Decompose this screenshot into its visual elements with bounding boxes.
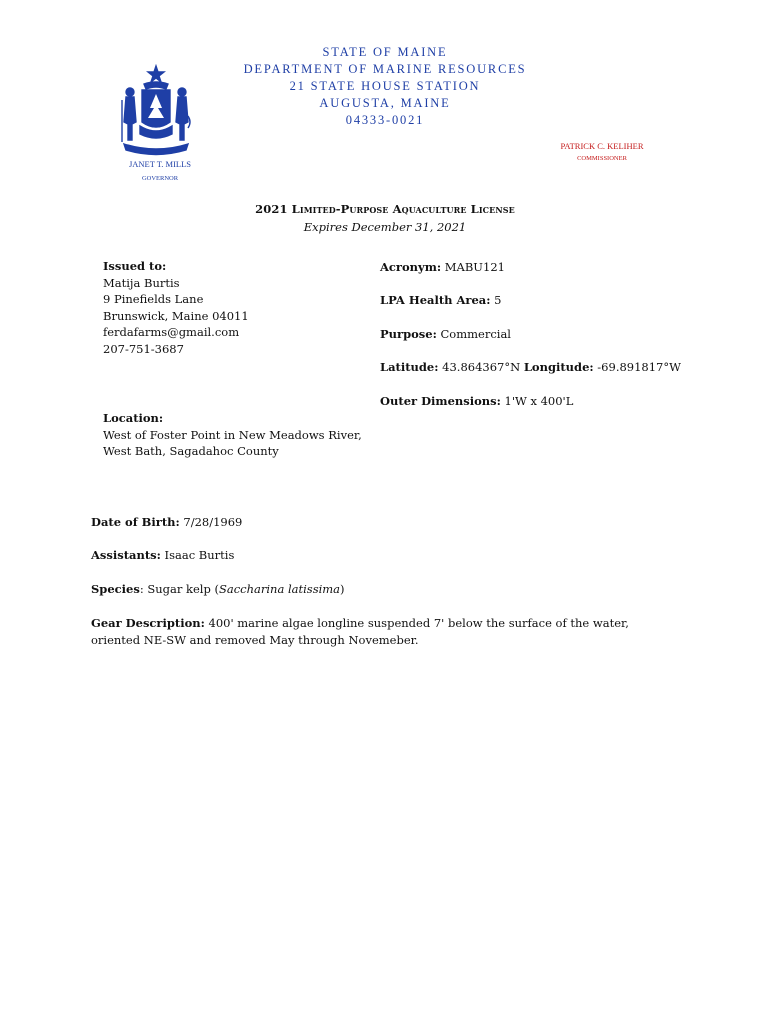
species-colon: : bbox=[139, 582, 148, 596]
licensee-phone: 207-751-3687 bbox=[103, 341, 184, 356]
species-latin-name: Saccharina latissima bbox=[218, 582, 341, 596]
species-label: Species bbox=[91, 582, 140, 596]
agency-station: 21 STATE HOUSE STATION bbox=[289, 79, 481, 93]
commissioner-name: PATRICK C. KELIHER bbox=[560, 141, 644, 151]
gear-description-value: 400' marine algae longline suspended 7' below the surface of the water, oriented NE-SW and removed May through Novemeber. bbox=[91, 616, 629, 647]
species-close: ) bbox=[340, 582, 345, 596]
governor-block bbox=[108, 158, 212, 185]
location-line-2: West Bath, Sagadahoc County bbox=[103, 444, 279, 459]
agency-state: STATE OF MAINE bbox=[322, 45, 448, 59]
dimensions-value: 1'W x 400'L bbox=[504, 394, 574, 408]
maine-state-seal-icon bbox=[118, 64, 194, 156]
dimensions-label: Outer Dimensions: bbox=[380, 394, 501, 408]
licensee-name: Matija Burtis bbox=[103, 275, 180, 290]
licensee-city: Brunswick, Maine 04011 bbox=[103, 308, 249, 323]
location-label: Location: bbox=[103, 411, 164, 425]
latitude-value: 43.864367°N bbox=[442, 360, 521, 374]
assistants-value: Isaac Burtis bbox=[164, 548, 235, 562]
acronym-field bbox=[380, 259, 505, 275]
commissioner-block bbox=[540, 140, 664, 165]
license-heading bbox=[0, 201, 770, 235]
date-of-birth-label: Date of Birth: bbox=[91, 515, 180, 529]
date-of-birth-field bbox=[91, 514, 242, 531]
purpose-field bbox=[380, 326, 511, 342]
location-line-1: West of Foster Point in New Meadows River, bbox=[103, 427, 362, 442]
species-field bbox=[91, 581, 345, 598]
license-expiration: Expires December 31, 2021 bbox=[303, 220, 467, 234]
latitude-label: Latitude: bbox=[380, 360, 439, 374]
acronym-label: Acronym: bbox=[380, 260, 442, 274]
agency-zip: 04333-0021 bbox=[345, 113, 425, 127]
agency-city: AUGUSTA, MAINE bbox=[319, 96, 451, 110]
governor-name: JANET T. MILLS bbox=[128, 159, 192, 169]
location-block bbox=[103, 410, 373, 460]
issued-to-label: Issued to: bbox=[103, 259, 167, 273]
assistants-field bbox=[91, 547, 234, 564]
date-of-birth-value: 7/28/1969 bbox=[183, 515, 243, 529]
acronym-value: MABU121 bbox=[444, 260, 505, 274]
licensee-email: ferdafarms@gmail.com bbox=[103, 325, 240, 340]
commissioner-title: COMMISSIONER bbox=[577, 155, 627, 162]
issued-to-block bbox=[103, 258, 363, 358]
agency-department: DEPARTMENT OF MARINE RESOURCES bbox=[243, 62, 527, 76]
dimensions-field bbox=[380, 393, 573, 409]
governor-title: GOVERNOR bbox=[141, 175, 179, 182]
longitude-value: -69.891817°W bbox=[597, 360, 681, 374]
purpose-label: Purpose: bbox=[380, 327, 437, 341]
health-area-value: 5 bbox=[494, 293, 502, 307]
health-area-field bbox=[380, 292, 501, 308]
health-area-label: LPA Health Area: bbox=[380, 293, 491, 307]
coordinates-field bbox=[380, 359, 681, 375]
longitude-label: Longitude: bbox=[523, 360, 594, 374]
license-title-text: 2021 Limited-Purpose Aquaculture License bbox=[255, 202, 515, 216]
gear-description-label: Gear Description: bbox=[91, 616, 205, 630]
purpose-value: Commercial bbox=[440, 327, 511, 341]
licensee-street: 9 Pinefields Lane bbox=[103, 292, 204, 307]
gear-description-field bbox=[91, 615, 671, 648]
assistants-label: Assistants: bbox=[91, 548, 161, 562]
license-title bbox=[0, 201, 770, 217]
species-common-name: Sugar kelp ( bbox=[147, 582, 219, 596]
agency-address bbox=[230, 44, 540, 129]
